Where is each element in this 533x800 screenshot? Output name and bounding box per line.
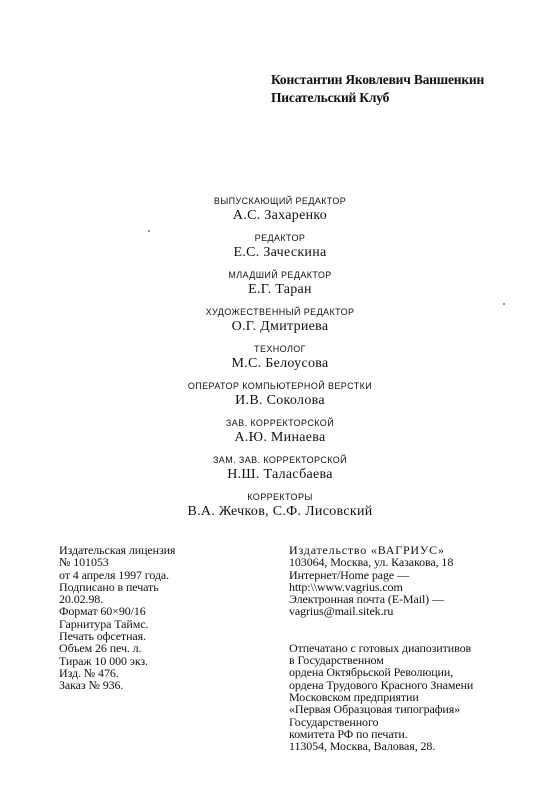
credit-role: ХУДОЖЕСТВЕННЫЙ РЕДАКТОР	[205, 307, 355, 317]
credit-name: А.С. Захаренко	[232, 208, 328, 223]
credit-entry	[150, 233, 410, 261]
credit-entry	[150, 381, 410, 409]
book-title: Писательский Клуб	[271, 90, 390, 105]
credit-name: А.Ю. Минаева	[234, 430, 326, 445]
email-address: vagrius@mail.sitek.ru	[289, 604, 394, 619]
imprint-line: Гарнитура Таймс.	[59, 616, 149, 631]
credit-entry	[150, 344, 410, 372]
credit-entry	[150, 455, 410, 483]
printer-line: комитета РФ по печати.	[289, 726, 408, 741]
credit-name: О.Г. Дмитриева	[231, 319, 329, 334]
credit-entry	[150, 196, 410, 224]
email-label: Электронная почта (E-Mail) —	[289, 592, 444, 607]
printer-line: Московском предприятии	[289, 689, 419, 704]
credit-role: ОПЕРАТОР КОМПЬЮТЕРНОЙ ВЕРСТКИ	[187, 381, 373, 391]
imprint-line: Объем 26 печ. л.	[59, 641, 142, 656]
printer-line: «Первая Образцовая типография»	[289, 702, 461, 717]
homepage-label: Интернет/Home page —	[289, 567, 409, 582]
scan-speck	[503, 303, 505, 305]
credit-entry	[150, 418, 410, 446]
credit-role: РЕДАКТОР	[254, 233, 306, 243]
imprint-line: Издательская лицензия	[59, 543, 176, 557]
printer-line: Государственного	[289, 714, 379, 729]
imprint-line: 20.02.98.	[59, 592, 104, 607]
imprint-details	[59, 544, 219, 692]
imprint-line: Заказ № 936.	[59, 678, 124, 693]
credit-name: Е.С. Заческина	[233, 245, 327, 260]
credit-role: КОРРЕКТОРЫ	[247, 492, 313, 502]
imprint-line: от 4 апреля 1997 года.	[59, 567, 170, 582]
credit-name: М.С. Белоусова	[231, 356, 329, 371]
credit-name: И.В. Соколова	[235, 393, 325, 408]
block-spacer	[289, 618, 519, 642]
author-name: Константин Яковлевич Ваншенкин	[271, 72, 485, 87]
credit-role: ЗАМ. ЗАВ. КОРРЕКТОРСКОЙ	[212, 455, 348, 465]
printer-line: 113054, Москва, Валовая, 28.	[289, 739, 436, 754]
credit-name: В.А. Жечков, С.Ф. Лисовский	[187, 504, 373, 519]
publisher-address: 103064, Москва, ул. Казакова, 18	[289, 555, 454, 570]
credit-entry	[150, 270, 410, 298]
imprint-line: № 101053	[59, 555, 109, 570]
printer-line: Отпечатано с готовых диапозитивов	[289, 640, 472, 655]
credit-role: ВЫПУСКАЮЩИЙ РЕДАКТОР	[213, 196, 347, 206]
credit-role: МЛАДШИЙ РЕДАКТОР	[228, 270, 332, 280]
printer-line: ордена Октябрьской Революции,	[289, 665, 454, 680]
credit-name: Н.Ш. Таласбаева	[227, 467, 333, 482]
imprint-line: Тираж 10 000 экз.	[59, 653, 148, 668]
credit-name: Е.Г. Таран	[248, 282, 312, 297]
publisher-title: Издательство «ВАГРИУС»	[289, 543, 445, 557]
imprint-line: Формат 60×90/16	[59, 604, 146, 619]
credit-entry	[150, 307, 410, 335]
credits-list	[150, 196, 410, 529]
printer-line: ордена Трудового Красного Знамени	[289, 677, 474, 692]
scan-speck	[148, 230, 150, 232]
book-header	[271, 71, 484, 107]
imprint-line: Изд. № 476.	[59, 665, 119, 680]
credit-entry	[150, 492, 410, 520]
credit-role: ТЕХНОЛОГ	[254, 344, 306, 354]
imprint-line: Печать офсетная.	[59, 629, 146, 644]
homepage-url: http:\\www.vagrius.com	[289, 579, 403, 594]
credit-role: ЗАВ. КОРРЕКТОРСКОЙ	[225, 418, 335, 428]
publisher-info	[289, 544, 519, 752]
printer-line: в Государственном	[289, 653, 384, 668]
imprint-line: Подписано в печать	[59, 579, 159, 594]
